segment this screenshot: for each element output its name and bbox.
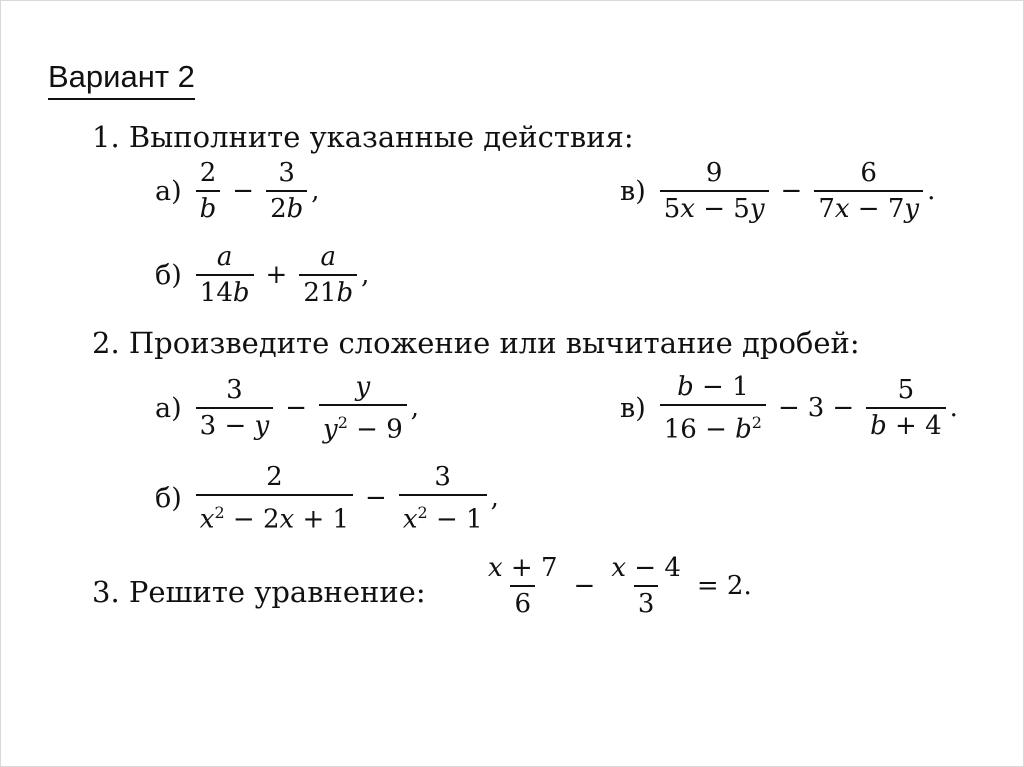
- label-a: а): [155, 175, 182, 207]
- task-2b: б) $\frac{2}{x^2 - 2x + 1}$ − $\frac{3}{x^2 - 1}$ ,: [155, 462, 499, 535]
- label-a: а): [155, 392, 182, 424]
- task-2a: а) $\frac{3}{3 - y}$ − $\frac{y}{y^2 - 9}$ ,: [155, 372, 420, 445]
- operator-minus: −: [832, 393, 855, 424]
- operator-minus: −: [285, 393, 307, 424]
- task-1a: а) $\frac{2}{b}$ − $\frac{3}{2b}$ ,: [155, 158, 320, 224]
- fraction: $\frac{3}{3 - y}$: [196, 375, 274, 441]
- fraction: $\frac{3}{x^2 - 1}$: [399, 462, 487, 535]
- variant-heading: Вариант 2: [48, 58, 195, 100]
- task-1-title: 1. Выполните указанные действия:: [92, 120, 634, 154]
- fraction: $\frac{3}{2b}$: [266, 158, 307, 224]
- fraction: $\frac{2}{x^2 - 2x + 1}$: [196, 462, 353, 535]
- operator-minus: −: [365, 483, 387, 514]
- task-2v: в) $\frac{b - 1}{16 - b^2}$ − 3 − $\frac{5}{b + 4}$ .: [620, 372, 958, 445]
- fraction: $\frac{2}{b}$: [196, 158, 221, 224]
- task-2-title: 2. Произведите сложение или вычитание дробей:: [92, 326, 860, 360]
- label-b: б): [155, 482, 182, 514]
- fraction: $\frac{x + 7}{6}$: [488, 553, 558, 619]
- fraction: $\frac{x - 4}{3}$: [611, 553, 681, 619]
- operator-plus: +: [265, 260, 288, 290]
- operator-minus: −: [777, 393, 800, 424]
- task-1b: б) $\frac{a}{14b}$ + $\frac{a}{21b}$ ,: [155, 242, 370, 308]
- label-b: б): [155, 259, 182, 291]
- operator-minus: −: [573, 571, 596, 601]
- fraction: $\frac{a}{14b}$: [196, 242, 254, 308]
- fraction: $\frac{9}{5x - 5y}$: [660, 158, 769, 224]
- operator-minus: −: [780, 176, 803, 206]
- task-3-equation: [480, 553, 760, 619]
- task-3-title: 3. Решите уравнение:: [92, 575, 426, 609]
- fraction: $\frac{6}{7x - 7y}$: [814, 158, 923, 224]
- fraction: $\frac{b - 1}{16 - b^2}$: [660, 372, 766, 445]
- label-v: в): [620, 392, 646, 424]
- task-1v: в) $\frac{9}{5x - 5y}$ − $\frac{6}{7x - 7y}$ .: [620, 158, 936, 224]
- fraction: $\frac{5}{b + 4}$: [866, 375, 946, 441]
- fraction: $\frac{y}{y^2 - 9}$: [319, 372, 407, 445]
- fraction: $\frac{a}{21b}$: [299, 242, 357, 308]
- operator-minus: −: [232, 176, 255, 206]
- label-v: в): [620, 175, 646, 207]
- equals-two: = 2.: [696, 571, 752, 601]
